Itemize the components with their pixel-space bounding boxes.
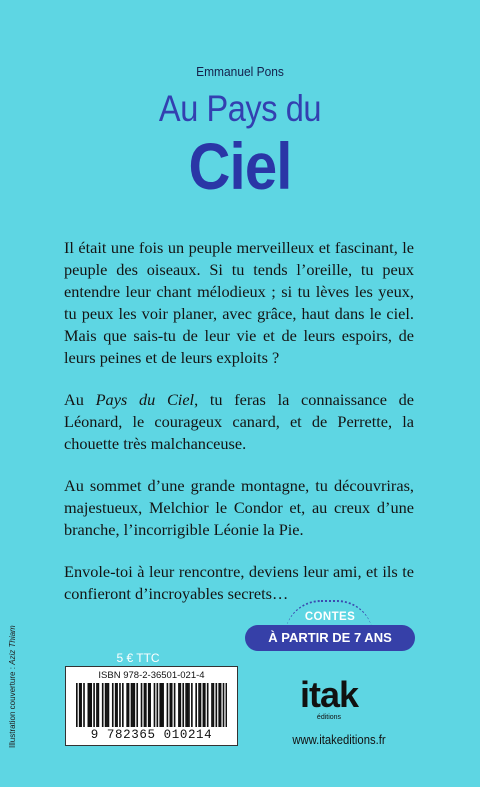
p2-italic-title: Pays du Ciel [95,390,195,409]
age-pill: À PARTIR DE 7 ANS [245,625,415,651]
summary-paragraph-1: Il était une fois un peuple merveilleux et fascinant, le peuple des oiseaux. Si tu tends l’oreille, tu peux entendre leur chant mélodieux ; si tu lèves les yeux, tu peux les voir planer, avec grâce, haut dans le ciel. Mais que sais-tu de leur vie et de leurs espoirs, de leurs peines et de leurs exploits ? [64,238,414,367]
title-line-2: Ciel [188,129,292,203]
isbn-label: ISBN 978-2-36501-021-4 [98,670,205,681]
author-name: Emmanuel Pons [196,64,284,79]
summary-paragraph-2 [64,389,414,455]
age-badge [245,600,415,652]
credit-label: Illustration couverture : [8,664,17,748]
barcode-icon [76,683,227,727]
p2-text-start: Au [64,390,96,409]
summary-paragraph-4: Envole-toi à leur rencontre, deviens leur ami, et ils te confieront d’incroyables secrets… [64,562,414,603]
illustration-credit [8,588,17,748]
barcode-digits: 9 782365 010214 [90,728,213,742]
barcode-box [65,666,238,746]
title-line-1: Au Pays du [158,88,322,129]
price-label: 5 € TTC [116,651,160,665]
collection-label: CONTES [304,611,356,623]
publisher-website[interactable]: www.itakeditions.fr [292,733,386,747]
p2-text-end: , tu feras la connaissance de Léonard, le courageux canard, et de Perrette, la chouette très malchanceuse. [64,390,415,453]
summary-paragraph-3: Au sommet d’une grande montagne, tu découvriras, majestueux, Melchior le Condor et, au creux d’une branche, l’incorrigible Léonie la Pie. [64,476,414,539]
credit-name: Aziz Thiam [8,625,17,665]
summary-text [64,237,414,625]
publisher-logo-sub: éditions [316,714,342,721]
publisher-logo: itak [299,674,359,715]
